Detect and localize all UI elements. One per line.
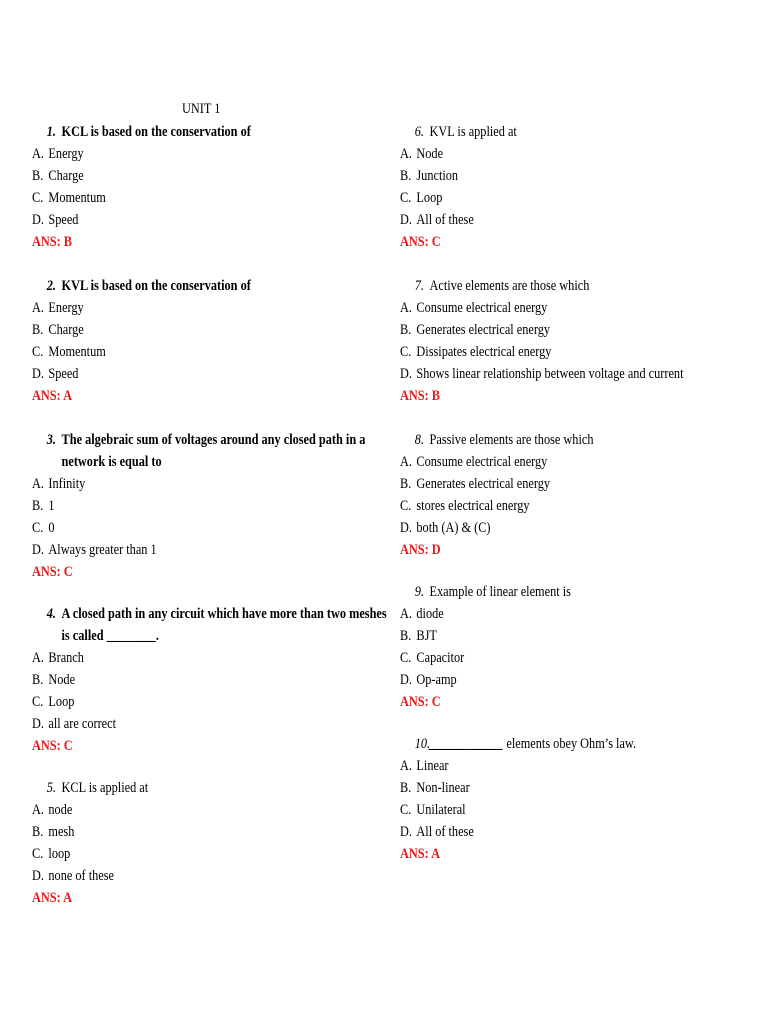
question-text <box>32 121 327 143</box>
question-number: 9. <box>414 584 424 600</box>
answer-option <box>32 539 327 561</box>
option-letter: D. <box>400 672 412 688</box>
question-text <box>400 733 695 755</box>
question-line-text: is called ________. <box>61 628 159 644</box>
option-letter: B. <box>400 322 412 338</box>
answer-option <box>400 319 695 341</box>
question-line-text: The algebraic sum of voltages around any closed path in a <box>61 432 366 448</box>
answer-option <box>32 843 327 865</box>
option-text: mesh <box>48 824 75 840</box>
option-text: Infinity <box>48 476 86 492</box>
answer-option <box>400 363 695 385</box>
question-7 <box>400 275 760 407</box>
option-text: Branch <box>48 650 84 666</box>
option-text: diode <box>416 606 444 622</box>
answer-key: ANS: C <box>400 234 441 250</box>
option-letter: D. <box>32 716 44 732</box>
answer-option <box>400 777 695 799</box>
option-letter: C. <box>32 344 44 360</box>
option-letter: D. <box>32 366 44 382</box>
answer-option <box>400 647 695 669</box>
question-line-text: Active elements are those which <box>429 278 590 294</box>
option-letter: A. <box>32 650 44 666</box>
option-text: Junction <box>416 168 459 184</box>
option-letter: D. <box>400 520 412 536</box>
option-text: Charge <box>48 168 84 184</box>
option-letter: A. <box>32 802 44 818</box>
question-line-text: KCL is based on the conservation of <box>61 124 251 140</box>
option-text: none of these <box>48 868 114 884</box>
option-letter: C. <box>400 190 412 206</box>
option-text: Consume electrical energy <box>416 454 548 470</box>
question-6 <box>400 121 760 253</box>
answer-option <box>400 451 695 473</box>
answer-option <box>32 669 327 691</box>
option-letter: B. <box>32 824 44 840</box>
answer-option <box>32 517 327 539</box>
option-text: loop <box>48 846 71 862</box>
option-text: 1 <box>48 498 55 514</box>
option-text: Energy <box>48 146 84 162</box>
option-letter: C. <box>32 694 44 710</box>
option-text: both (A) & (C) <box>416 520 491 536</box>
option-text: Non-linear <box>416 780 470 796</box>
answer-option <box>400 187 695 209</box>
option-text: Generates electrical energy <box>416 476 551 492</box>
option-letter: A. <box>32 146 44 162</box>
option-text: node <box>48 802 73 818</box>
answer-option <box>32 799 327 821</box>
answer-option <box>32 865 327 887</box>
option-letter: D. <box>32 868 44 884</box>
question-text <box>400 121 695 143</box>
question-number: 5. <box>46 780 56 796</box>
question-line-text: KCL is applied at <box>61 780 149 796</box>
option-text: Energy <box>48 300 84 316</box>
option-letter: C. <box>32 846 44 862</box>
question-2 <box>32 275 392 407</box>
option-letter: C. <box>400 498 412 514</box>
option-text: Unilateral <box>416 802 466 818</box>
answer-option <box>400 297 695 319</box>
option-letter: D. <box>400 824 412 840</box>
answer-key: ANS: A <box>32 890 72 906</box>
question-number: 2. <box>46 278 56 294</box>
answer-key: ANS: C <box>32 738 73 754</box>
question-number: 4. <box>46 606 56 622</box>
option-letter: B. <box>32 672 44 688</box>
option-text: Node <box>48 672 76 688</box>
option-letter: D. <box>400 366 412 382</box>
question-number: 6. <box>414 124 424 140</box>
option-letter: A. <box>400 454 412 470</box>
option-letter: C. <box>400 344 412 360</box>
answer-option <box>400 143 695 165</box>
answer-key: ANS: B <box>32 234 72 250</box>
option-text: Loop <box>416 190 443 206</box>
option-letter: B. <box>400 476 412 492</box>
question-text <box>32 625 327 647</box>
answer-option <box>32 319 327 341</box>
answer-option <box>400 209 695 231</box>
answer-option <box>400 473 695 495</box>
option-text: Op-amp <box>416 672 457 688</box>
answer-option <box>32 297 327 319</box>
answer-option <box>32 473 327 495</box>
answer-option <box>400 625 695 647</box>
answer-option <box>32 495 327 517</box>
answer-option <box>400 495 695 517</box>
option-letter: A. <box>400 606 412 622</box>
option-letter: D. <box>32 542 44 558</box>
question-1 <box>32 121 392 253</box>
question-line-text: KVL is applied at <box>429 124 517 140</box>
question-text <box>32 451 327 473</box>
right-question-column <box>400 121 760 865</box>
answer-key: ANS: C <box>400 694 441 710</box>
question-text <box>400 429 695 451</box>
option-letter: A. <box>400 758 412 774</box>
answer-key: ANS: A <box>400 846 440 862</box>
option-text: Consume electrical energy <box>416 300 548 316</box>
question-text <box>32 777 327 799</box>
answer-key: ANS: C <box>32 564 73 580</box>
option-letter: B. <box>400 168 412 184</box>
question-text <box>32 275 327 297</box>
question-line-text: A closed path in any circuit which have more than two meshes <box>61 606 387 622</box>
answer-option <box>400 517 695 539</box>
question-5 <box>32 777 392 909</box>
question-10 <box>400 733 760 865</box>
answer-option <box>32 647 327 669</box>
answer-option <box>32 143 327 165</box>
answer-option <box>32 713 327 735</box>
question-4 <box>32 603 392 757</box>
option-text: Dissipates electrical energy <box>416 344 552 360</box>
option-text: All of these <box>416 824 474 840</box>
option-text: Node <box>416 146 444 162</box>
option-text: Loop <box>48 694 75 710</box>
option-letter: C. <box>400 802 412 818</box>
option-letter: D. <box>400 212 412 228</box>
answer-key: ANS: A <box>32 388 72 404</box>
option-text: Linear <box>416 758 449 774</box>
question-3 <box>32 429 392 583</box>
answer-option <box>400 799 695 821</box>
answer-option <box>400 669 695 691</box>
left-question-column <box>32 121 392 909</box>
question-8 <box>400 429 760 561</box>
option-text: 0 <box>48 520 55 536</box>
answer-key: ANS: D <box>400 542 441 558</box>
option-text: stores electrical energy <box>416 498 530 514</box>
answer-option <box>400 755 695 777</box>
question-number: 7. <box>414 278 424 294</box>
question-text <box>32 603 387 625</box>
answer-option <box>400 341 695 363</box>
unit-title: UNIT 1 <box>182 101 221 117</box>
option-text: Speed <box>48 366 79 382</box>
option-letter: D. <box>32 212 44 228</box>
option-text: BJT <box>416 628 437 644</box>
answer-key: ANS: B <box>400 388 440 404</box>
option-text: All of these <box>416 212 474 228</box>
option-letter: B. <box>32 498 44 514</box>
answer-option <box>400 603 695 625</box>
question-number: 1. <box>46 124 56 140</box>
answer-option <box>32 209 327 231</box>
answer-option <box>32 691 327 713</box>
option-letter: B. <box>400 780 412 796</box>
option-letter: B. <box>32 322 44 338</box>
option-text: Always greater than 1 <box>48 542 157 558</box>
option-text: Shows linear relationship between voltage and current <box>416 366 684 382</box>
question-line-text: KVL is based on the conservation of <box>61 278 251 294</box>
option-text: Momentum <box>48 190 106 206</box>
answer-option <box>32 341 327 363</box>
option-text: Charge <box>48 322 84 338</box>
answer-option <box>400 165 695 187</box>
question-number: 8. <box>414 432 424 448</box>
question-number: 3. <box>46 432 56 448</box>
option-letter: C. <box>32 520 44 536</box>
question-line-text: elements obey Ohm’s law. <box>503 736 637 752</box>
question-text <box>400 275 695 297</box>
option-letter: A. <box>400 300 412 316</box>
option-letter: B. <box>400 628 412 644</box>
fill-in-blank: ____________ <box>429 736 504 752</box>
answer-option <box>32 187 327 209</box>
option-letter: A. <box>32 476 44 492</box>
question-text <box>400 581 695 603</box>
question-line-text: Example of linear element is <box>429 584 571 600</box>
question-9 <box>400 581 760 713</box>
option-letter: A. <box>32 300 44 316</box>
option-letter: C. <box>32 190 44 206</box>
question-line-text: Passive elements are those which <box>429 432 594 448</box>
answer-option <box>32 363 327 385</box>
answer-option <box>400 821 695 843</box>
question-line-text: network is equal to <box>61 454 162 470</box>
option-letter: A. <box>400 146 412 162</box>
answer-option <box>32 821 327 843</box>
option-letter: C. <box>400 650 412 666</box>
option-text: Capacitor <box>416 650 465 666</box>
option-text: Speed <box>48 212 79 228</box>
option-letter: B. <box>32 168 44 184</box>
question-number: 10. <box>414 736 431 752</box>
option-text: Generates electrical energy <box>416 322 551 338</box>
question-text <box>32 429 366 451</box>
answer-option <box>32 165 327 187</box>
option-text: Momentum <box>48 344 106 360</box>
option-text: all are correct <box>48 716 116 732</box>
